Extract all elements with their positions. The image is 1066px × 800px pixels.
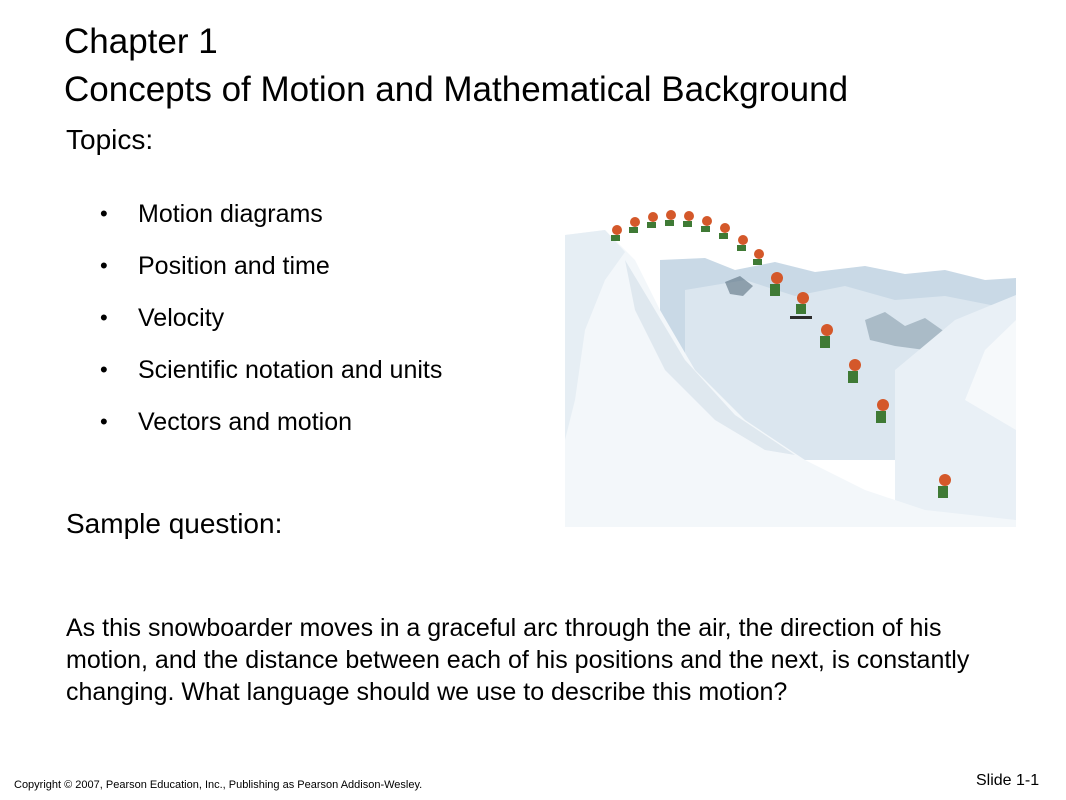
bullet-icon: • [100,305,108,330]
topic-label: Vectors and motion [138,408,353,436]
sample-question-text: As this snowboarder moves in a graceful arc through the air, the direction of his motion, and the distance between each of his positions and the next, is constantly changing. What language should we use to describe this motion? [66,614,970,706]
copyright-notice: Copyright © 2007, Pearson Education, Inc., Publishing as Pearson Addison-Wesley. [14,779,423,791]
bullet-icon: • [100,357,108,382]
topics-heading: Topics: [66,124,154,155]
bullet-icon: • [100,201,108,226]
topic-label: Scientific notation and units [138,356,443,384]
topic-label: Position and time [138,252,330,280]
title-line-subject: Concepts of Motion and Mathematical Background [64,70,849,109]
bullet-icon: • [100,409,108,434]
slide-title [64,18,848,114]
sample-question-heading: Sample question: [66,508,283,539]
topic-label: Velocity [138,304,225,332]
snowboarder-photo [565,200,1016,527]
title-line-chapter: Chapter 1 [64,22,218,61]
bullet-icon: • [100,253,108,278]
slide-number: Slide 1-1 [976,772,1040,789]
topic-label: Motion diagrams [138,200,323,228]
